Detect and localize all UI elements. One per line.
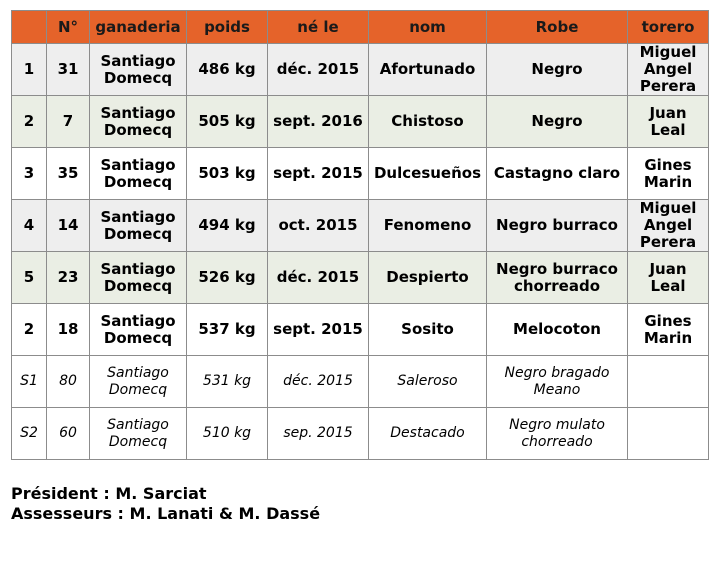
bulls-table xyxy=(11,10,709,460)
table-row xyxy=(12,356,709,408)
cell-robe-line: Castagno claro xyxy=(493,164,621,182)
president-line: Président : M. Sarciat xyxy=(11,484,207,503)
cell-poids: 531 kg xyxy=(187,356,268,408)
cell-ne-le: oct. 2015 xyxy=(268,200,369,252)
header-torero: torero xyxy=(628,11,709,44)
cell-ganaderia xyxy=(90,148,187,200)
assesseurs-line: Assesseurs : M. Lanati & M. Dassé xyxy=(11,504,321,523)
cell-torero xyxy=(628,408,709,460)
cell-nom: Saleroso xyxy=(369,356,487,408)
cell-torero-line: Leal xyxy=(650,120,686,139)
cell-torero xyxy=(628,148,709,200)
cell-ganaderia-line: Domecq xyxy=(108,433,168,450)
cell-robe-line: Negro xyxy=(531,112,583,130)
cell-ganaderia xyxy=(90,200,187,252)
cell-torero-line: Leal xyxy=(650,276,686,295)
cell-position: 2 xyxy=(12,304,47,356)
cell-robe-line: chorreado xyxy=(521,433,593,450)
cell-ne-le: déc. 2015 xyxy=(268,356,369,408)
cell-ganaderia-line: Santiago xyxy=(100,311,176,330)
cell-nom: Despierto xyxy=(369,252,487,304)
cell-position: 3 xyxy=(12,148,47,200)
table-row xyxy=(12,408,709,460)
cell-ganaderia-line: Santiago xyxy=(107,364,169,381)
cell-torero-line: Juan xyxy=(649,259,687,278)
header-nom: nom xyxy=(369,11,487,44)
cell-ganaderia-line: Santiago xyxy=(100,207,176,226)
cell-ganaderia-line: Santiago xyxy=(100,259,176,278)
cell-torero-line: Marin xyxy=(643,328,693,347)
cell-torero-line: Perera xyxy=(639,233,697,251)
cell-poids: 505 kg xyxy=(187,96,268,148)
table-row xyxy=(12,200,709,252)
cell-ganaderia-line: Domecq xyxy=(103,224,173,243)
cell-robe-line: Meano xyxy=(533,381,581,398)
cell-poids: 510 kg xyxy=(187,408,268,460)
header-row xyxy=(12,11,709,44)
cell-number: 35 xyxy=(47,148,90,200)
cell-ne-le: sept. 2015 xyxy=(268,304,369,356)
cell-torero xyxy=(628,252,709,304)
cell-ne-le: sep. 2015 xyxy=(268,408,369,460)
cell-position: 2 xyxy=(12,96,47,148)
cell-torero xyxy=(628,96,709,148)
cell-ganaderia xyxy=(90,252,187,304)
cell-robe xyxy=(487,304,628,356)
cell-ganaderia xyxy=(90,408,187,460)
cell-ganaderia-line: Santiago xyxy=(107,416,169,433)
cell-position: 5 xyxy=(12,252,47,304)
table-row xyxy=(12,96,709,148)
cell-robe-line: chorreado xyxy=(513,276,600,295)
cell-ganaderia xyxy=(90,44,187,96)
cell-position: S1 xyxy=(12,356,47,408)
cell-robe xyxy=(487,148,628,200)
cell-torero-line: Miguel xyxy=(639,199,697,217)
cell-ganaderia-line: Santiago xyxy=(100,51,176,70)
cell-ganaderia-line: Santiago xyxy=(100,155,176,174)
cell-torero-line: Marin xyxy=(643,172,693,191)
header-ne-le: né le xyxy=(268,11,369,44)
cell-nom: Destacado xyxy=(369,408,487,460)
table-row xyxy=(12,148,709,200)
cell-ganaderia-line: Domecq xyxy=(103,172,173,191)
header-ganaderia: ganaderia xyxy=(90,11,187,44)
cell-torero-line: Angel xyxy=(643,216,693,234)
cell-torero-line: Miguel xyxy=(639,43,697,61)
officials xyxy=(11,484,320,524)
cell-nom: Chistoso xyxy=(369,96,487,148)
cell-robe xyxy=(487,44,628,96)
cell-ne-le: sept. 2016 xyxy=(268,96,369,148)
cell-ganaderia-line: Domecq xyxy=(103,328,173,347)
cell-torero-line: Angel xyxy=(643,60,693,78)
cell-ne-le: déc. 2015 xyxy=(268,252,369,304)
cell-poids: 503 kg xyxy=(187,148,268,200)
cell-robe xyxy=(487,200,628,252)
cell-robe-line: Negro bragado xyxy=(504,364,610,381)
table-row xyxy=(12,44,709,96)
cell-number: 18 xyxy=(47,304,90,356)
cell-number: 31 xyxy=(47,44,90,96)
header-position xyxy=(12,11,47,44)
cell-poids: 526 kg xyxy=(187,252,268,304)
cell-number: 80 xyxy=(47,356,90,408)
cell-position: S2 xyxy=(12,408,47,460)
cell-nom: Fenomeno xyxy=(369,200,487,252)
table-row xyxy=(12,252,709,304)
cell-torero xyxy=(628,44,709,96)
cell-ganaderia-line: Domecq xyxy=(108,381,168,398)
cell-ganaderia xyxy=(90,96,187,148)
cell-ganaderia xyxy=(90,356,187,408)
cell-torero xyxy=(628,304,709,356)
cell-ganaderia xyxy=(90,304,187,356)
cell-number: 14 xyxy=(47,200,90,252)
cell-position: 4 xyxy=(12,200,47,252)
cell-position: 1 xyxy=(12,44,47,96)
cell-poids: 486 kg xyxy=(187,44,268,96)
cell-torero-line: Juan xyxy=(649,103,687,122)
header-robe: Robe xyxy=(487,11,628,44)
cell-robe xyxy=(487,408,628,460)
cell-robe-line: Negro burraco xyxy=(496,216,618,234)
cell-nom: Afortunado xyxy=(369,44,487,96)
cell-nom: Sosito xyxy=(369,304,487,356)
cell-robe-line: Negro xyxy=(531,60,583,78)
cell-ne-le: sept. 2015 xyxy=(268,148,369,200)
cell-ganaderia-line: Domecq xyxy=(103,68,173,87)
cell-robe xyxy=(487,96,628,148)
cell-robe-line: Negro mulato xyxy=(509,416,605,433)
cell-poids: 494 kg xyxy=(187,200,268,252)
cell-number: 23 xyxy=(47,252,90,304)
cell-robe xyxy=(487,356,628,408)
cell-number: 60 xyxy=(47,408,90,460)
header-poids: poids xyxy=(187,11,268,44)
cell-torero xyxy=(628,356,709,408)
cell-robe-line: Negro burraco xyxy=(496,259,618,278)
cell-ne-le: déc. 2015 xyxy=(268,44,369,96)
table-row xyxy=(12,304,709,356)
table-body xyxy=(12,44,709,460)
header-number: N° xyxy=(47,11,90,44)
cell-number: 7 xyxy=(47,96,90,148)
cell-ganaderia-line: Domecq xyxy=(103,120,173,139)
cell-robe-line: Melocoton xyxy=(513,320,601,338)
cell-torero xyxy=(628,200,709,252)
cell-robe xyxy=(487,252,628,304)
cell-ganaderia-line: Santiago xyxy=(100,103,176,122)
cell-poids: 537 kg xyxy=(187,304,268,356)
cell-torero-line: Gines xyxy=(644,155,692,174)
cell-nom: Dulcesueños xyxy=(369,148,487,200)
cell-ganaderia-line: Domecq xyxy=(103,276,173,295)
cell-torero-line: Gines xyxy=(644,311,692,330)
cell-torero-line: Perera xyxy=(639,77,697,95)
